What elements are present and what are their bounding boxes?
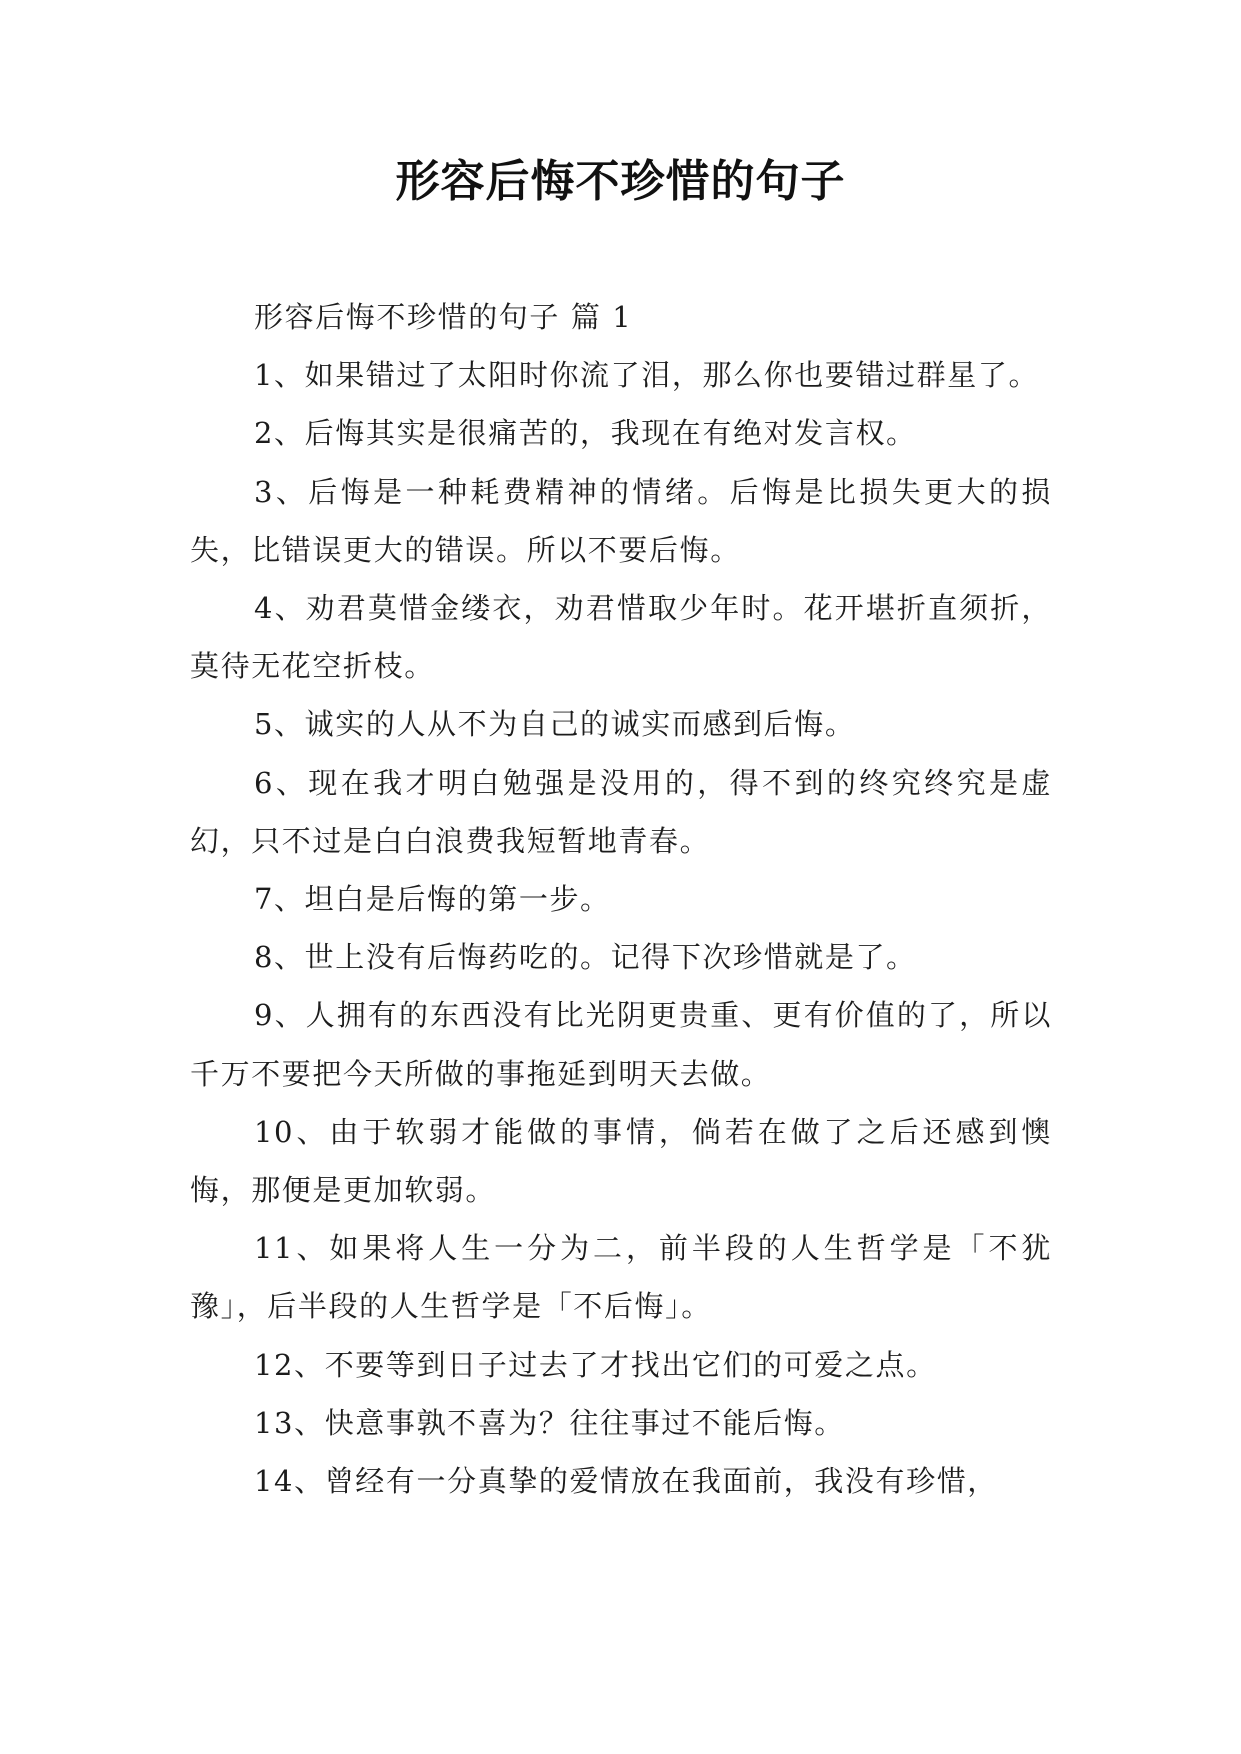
- paragraph-5: 5、诚实的人从不为自己的诚实而感到后悔。: [254, 707, 856, 742]
- paragraph-11: 11、如果将人生一分为二，前半段的人生哲学是「不犹豫」，后半段的人生哲学是「不后悔」。: [190, 1231, 1052, 1324]
- paragraph-1: 1、如果错过了太阳时你流了泪，那么你也要错过群星了。: [254, 358, 1040, 393]
- paragraph-14: 14、曾经有一分真挚的爱情放在我面前，我没有珍惜，: [254, 1464, 998, 1499]
- paragraph-4: 4、劝君莫惜金缕衣，劝君惜取少年时。花开堪折直须折，莫待无花空折枝。: [190, 591, 1052, 684]
- paragraph-7: 7、坦白是后悔的第一步。: [254, 882, 611, 917]
- section-heading: 形容后悔不珍惜的句子 篇 1: [254, 300, 633, 334]
- paragraph-9: 9、人拥有的东西没有比光阴更贵重、更有价值的了，所以千万不要把今天所做的事拖延到明天去做。: [190, 998, 1052, 1091]
- paragraph-6: 6、现在我才明白勉强是没用的，得不到的终究终究是虚幻，只不过是白白浪费我短暂地青春。: [190, 765, 1052, 858]
- document-body: [190, 288, 1052, 1510]
- paragraph-10: 10、由于软弱才能做的事情，倘若在做了之后还感到懊悔，那便是更加软弱。: [190, 1114, 1052, 1208]
- document-title: 形容后悔不珍惜的句子: [395, 156, 846, 207]
- paragraph-8: 8、世上没有后悔药吃的。记得下次珍惜就是了。: [254, 940, 917, 975]
- paragraph-2: 2、后悔其实是很痛苦的，我现在有绝对发言权。: [254, 416, 917, 451]
- paragraph-3: 3、后悔是一种耗费精神的情绪。后悔是比损失更大的损失，比错误更大的错误。所以不要后悔。: [190, 474, 1052, 567]
- paragraph-12: 12、不要等到日子过去了才找出它们的可爱之点。: [254, 1347, 937, 1382]
- paragraph-13: 13、快意事孰不喜为？往往事过不能后悔。: [254, 1405, 845, 1440]
